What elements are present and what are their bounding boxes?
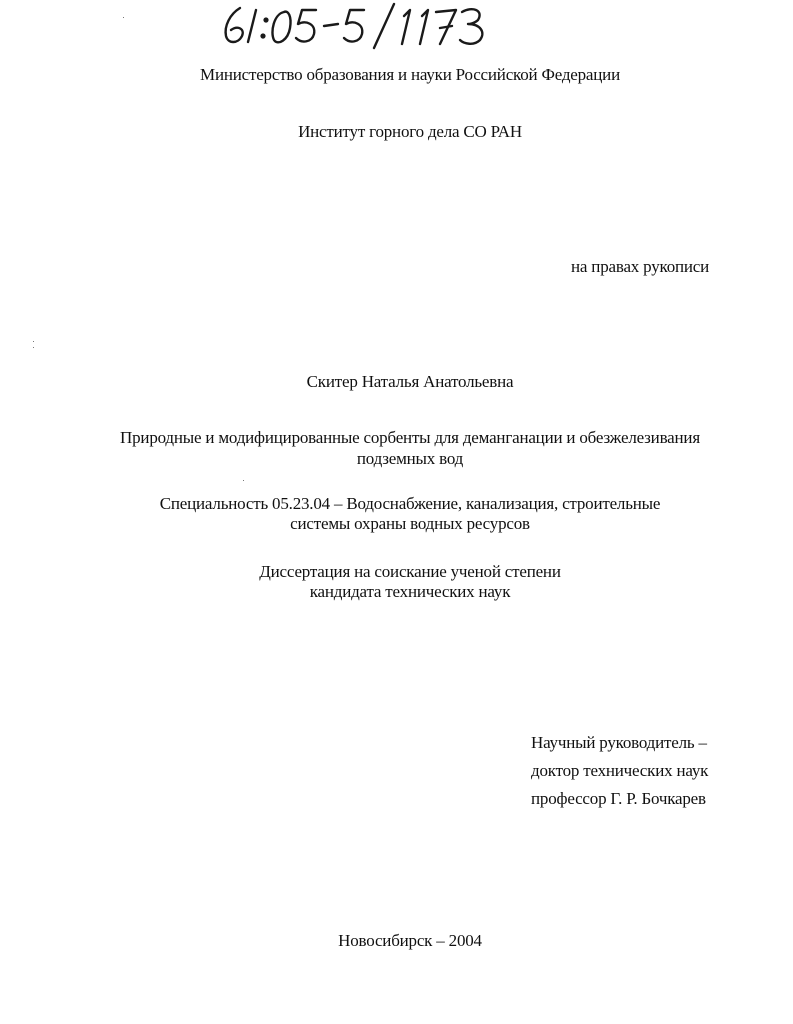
institute-name: Институт горного дела СО РАН [298, 122, 522, 141]
scan-speck [33, 347, 34, 348]
supervisor-line-3: профессор Г. Р. Бочкарев [531, 789, 706, 808]
specialty-line-2: системы охраны водных ресурсов [290, 514, 530, 533]
thesis-title-line-2: подземных вод [356, 449, 464, 468]
ministry-name: Министерство образования и науки Российской Федерации [200, 65, 620, 84]
city-year: Новосибирск – 2004 [338, 931, 482, 950]
manuscript-note: на правах рукописи [571, 257, 710, 276]
thesis-title-line-1: Природные и модифицированные сорбенты для деманганации и обезжелезивания [120, 428, 700, 447]
specialty-line-1: Специальность 05.23.04 – Водоснабжение, канализация, строительные [159, 494, 661, 513]
supervisor-line-2: доктор технических наук [531, 761, 709, 780]
degree-line-1: Диссертация на соискание ученой степени [259, 562, 561, 581]
author-name: Скитер Наталья Анатольевна [306, 372, 514, 391]
scan-speck [33, 341, 34, 342]
supervisor-line-1: Научный руководитель – [531, 733, 707, 752]
handwritten-archive-mark [218, 2, 498, 50]
degree-line-2: кандидата технических наук [309, 582, 511, 601]
scan-speck [243, 480, 244, 481]
scan-speck [123, 17, 124, 18]
